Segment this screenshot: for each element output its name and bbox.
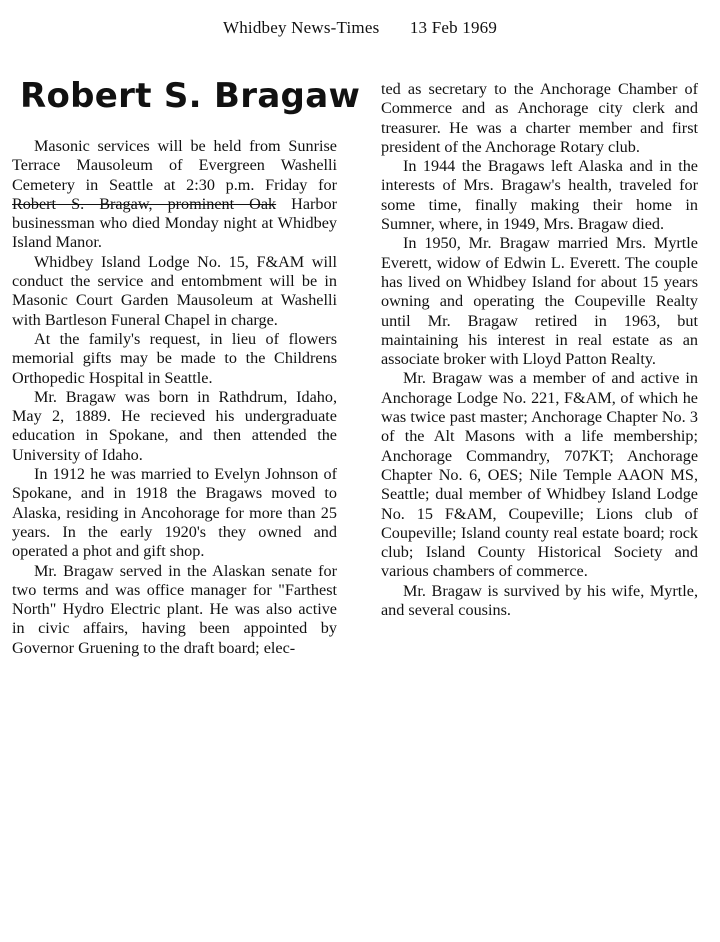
article-column-left (12, 137, 337, 658)
paragraph-senate-continued: ted as secretary to the Anchorage Chamber of Commerce and as Anchorage city clerk and treasurer. He was a charter member and first president of the Anchorage Rotary club. (381, 80, 698, 156)
paragraph-memorial: At the family's request, in lieu of flowers memorial gifts may be made to the Childrens Orthopedic Hospital in Seattle. (12, 329, 337, 387)
services-text-end: Harbor businessman who died Monday night at Whidbey Island Manor. (12, 194, 338, 252)
paragraph-services (12, 137, 337, 253)
newspaper-name: Whidbey News-Times (222, 18, 380, 37)
paragraph-memberships: Mr. Bragaw was a member of and active in Anchorage Lodge No. 221, F&AM, of which he was twice past master; Anchorage Chapter No. 3 of the Alt Masons with a life membership; Anchorage Commandry, 707KT; Anchorage Chapter No. 6, OES; Nile Temple AAON MS, Seattle; dual member of Whidbey Island Lodge No. 15 F&AM, Coupeville; Lions club of Coupeville; Island county real estate board; rock club; Island County Historical Society and various chambers of commerce. (381, 369, 698, 581)
struck-text: Robert S. Bragaw, prominent Oak (12, 194, 277, 213)
paragraph-survivors: Mr. Bragaw is survived by his wife, Myrtle, and several cousins. (381, 581, 698, 620)
article-column-right (381, 80, 698, 620)
services-text: Masonic services will be held from Sunrise Terrace Mausoleum of Evergreen Washelli Cemetery in Seattle at 2:30 p.m. Friday for (12, 137, 337, 194)
paragraph-marriage: In 1912 he was married to Evelyn Johnson of Spokane, and in 1918 the Bragaws moved to Alaska, residing in Ancohorage for more than 25 years. In the early 1920's they owned and operated a phot and gift shop. (12, 465, 337, 561)
paragraph-1944: In 1944 the Bragaws left Alaska and in the interests of Mrs. Bragaw's health, traveled for some time, finally making their home in Sumner, where, in 1949, Mrs. Bragaw died. (381, 157, 698, 234)
article-headline: Robert S. Bragaw (20, 76, 361, 116)
paragraph-lodge: Whidbey Island Lodge No. 15, F&AM will conduct the service and entombment will be in Masonic Court Garden Mausoleum at Washelli with Bartleson Funeral Chapel in charge. (12, 252, 337, 329)
paragraph-birth: Mr. Bragaw was born in Rathdrum, Idaho, May 2, 1889. He recieved his undergraduate education in Spokane, and then attended the University of Idaho. (12, 387, 337, 464)
paragraph-senate: Mr. Bragaw served in the Alaskan senate for two terms and was office manager for "Farthest North" Hydro Electric plant. He was also active in civic affairs, having been appointed by Governor Gruening to the draft board; elec- (12, 561, 337, 657)
paragraph-1950: In 1950, Mr. Bragaw married Mrs. Myrtle Everett, widow of Edwin L. Everett. The couple has lived on Whidbey Island for about 15 years owning and operating the Coupeville Realty until Mr. Bragaw retired in 1963, but maintaining his interest in real estate as an associate broker with Lloyd Patton Realty. (381, 234, 698, 369)
masthead (0, 18, 720, 38)
publication-date: 13 Feb 1969 (409, 18, 498, 37)
